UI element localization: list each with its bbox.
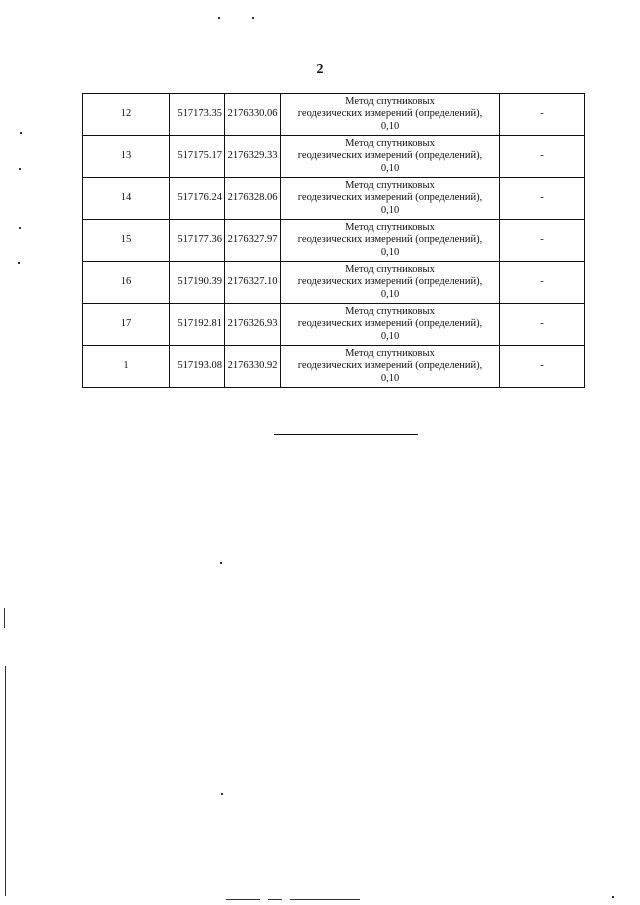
x-coordinate-cell: 517175.17 <box>170 136 225 178</box>
method-line: 0,10 <box>380 120 400 132</box>
coordinates-table-body <box>83 94 585 388</box>
x-coordinate-cell: 517173.35 <box>170 94 225 136</box>
method-line: Метод спутниковых <box>345 221 435 233</box>
scan-speck <box>612 896 614 898</box>
y-coordinate-cell: 2176326.93 <box>225 304 281 346</box>
x-coordinate-cell: 517190.39 <box>170 262 225 304</box>
end-of-document-rule <box>274 434 418 435</box>
method-line: Метод спутниковых <box>345 305 435 317</box>
method-line: геодезических измерений (определений), <box>297 108 483 120</box>
scan-speck <box>19 227 21 229</box>
table-row <box>83 304 585 346</box>
method-line: геодезических измерений (определений), <box>297 192 483 204</box>
method-cell <box>281 178 500 220</box>
method-cell <box>281 136 500 178</box>
y-coordinate-cell: 2176327.97 <box>225 220 281 262</box>
method-cell <box>281 262 500 304</box>
method-line: Метод спутниковых <box>345 179 435 191</box>
method-line: 0,10 <box>380 372 400 384</box>
scan-speck <box>18 262 20 264</box>
accuracy-cell: - <box>500 262 585 304</box>
method-cell <box>281 304 500 346</box>
scan-speck <box>268 899 282 900</box>
method-line: геодезических измерений (определений), <box>297 150 483 162</box>
x-coordinate-cell: 517177.36 <box>170 220 225 262</box>
method-line: 0,10 <box>380 162 400 174</box>
scan-speck <box>252 17 254 19</box>
accuracy-cell: - <box>500 94 585 136</box>
method-cell <box>281 346 500 388</box>
method-line: геодезических измерений (определений), <box>297 360 483 372</box>
table-row <box>83 262 585 304</box>
table-row <box>83 136 585 178</box>
point-number-cell: 16 <box>83 262 170 304</box>
method-line: геодезических измерений (определений), <box>297 234 483 246</box>
method-line: геодезических измерений (определений), <box>297 318 483 330</box>
scan-speck <box>5 666 6 896</box>
method-line: 0,10 <box>380 246 400 258</box>
method-line: 0,10 <box>380 330 400 342</box>
y-coordinate-cell: 2176328.06 <box>225 178 281 220</box>
method-line: Метод спутниковых <box>345 263 435 275</box>
x-coordinate-cell: 517192.81 <box>170 304 225 346</box>
scan-speck <box>290 899 360 900</box>
accuracy-cell: - <box>500 304 585 346</box>
page-number: 2 <box>316 62 324 77</box>
table-row <box>83 94 585 136</box>
accuracy-cell: - <box>500 178 585 220</box>
point-number-cell: 1 <box>83 346 170 388</box>
method-line: 0,10 <box>380 204 400 216</box>
scan-speck <box>19 168 21 170</box>
point-number-cell: 12 <box>83 94 170 136</box>
accuracy-cell: - <box>500 346 585 388</box>
scan-speck <box>226 899 260 900</box>
y-coordinate-cell: 2176329.33 <box>225 136 281 178</box>
point-number-cell: 17 <box>83 304 170 346</box>
scan-speck <box>218 17 220 19</box>
table-row <box>83 178 585 220</box>
x-coordinate-cell: 517193.08 <box>170 346 225 388</box>
method-line: 0,10 <box>380 288 400 300</box>
method-line: Метод спутниковых <box>345 95 435 107</box>
method-cell <box>281 94 500 136</box>
accuracy-cell: - <box>500 136 585 178</box>
point-number-cell: 14 <box>83 178 170 220</box>
method-cell <box>281 220 500 262</box>
y-coordinate-cell: 2176330.92 <box>225 346 281 388</box>
coordinates-table <box>82 93 585 388</box>
x-coordinate-cell: 517176.24 <box>170 178 225 220</box>
point-number-cell: 15 <box>83 220 170 262</box>
scan-speck <box>221 793 223 795</box>
table-row <box>83 346 585 388</box>
method-line: геодезических измерений (определений), <box>297 276 483 288</box>
point-number-cell: 13 <box>83 136 170 178</box>
y-coordinate-cell: 2176327.10 <box>225 262 281 304</box>
table-row <box>83 220 585 262</box>
scan-speck <box>220 562 222 564</box>
y-coordinate-cell: 2176330.06 <box>225 94 281 136</box>
accuracy-cell: - <box>500 220 585 262</box>
method-line: Метод спутниковых <box>345 347 435 359</box>
scan-speck <box>20 132 22 134</box>
scan-speck <box>4 608 5 628</box>
method-line: Метод спутниковых <box>345 137 435 149</box>
